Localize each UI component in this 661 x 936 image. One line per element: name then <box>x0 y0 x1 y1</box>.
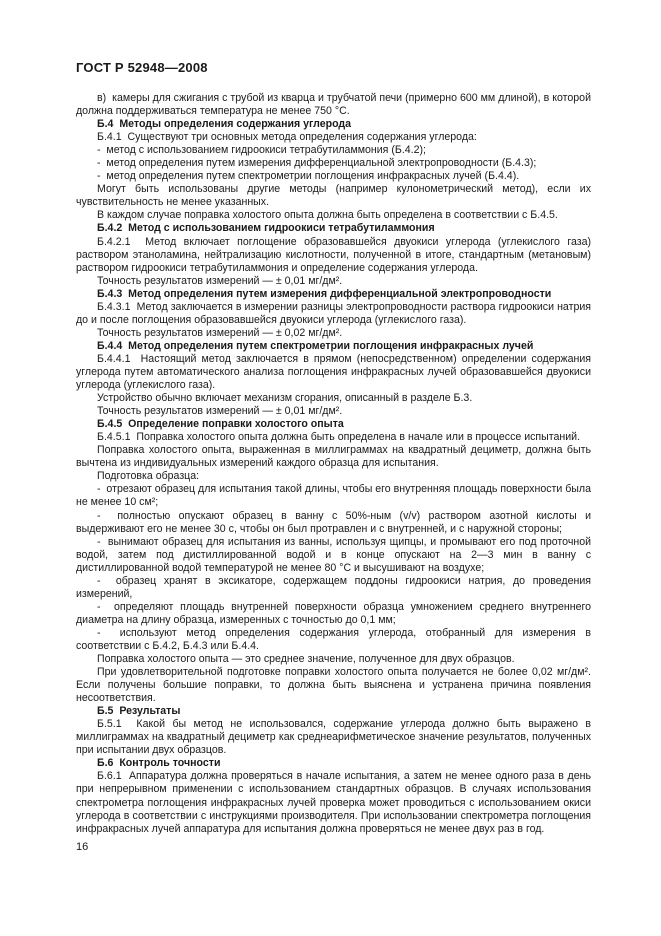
list-item: - используют метод определения содержания углерода, отобранный для измерения в соответствии с Б.4.2, Б.4.3 или Б.4.4. <box>76 626 594 652</box>
list-item: - метод определения путем измерения дифференциальной электропроводности (Б.4.3); <box>97 157 537 170</box>
document-body <box>76 92 594 836</box>
section-heading: Б.5 Результаты <box>97 705 181 718</box>
paragraph: В каждом случае поправка холостого опыта должна быть определена в соответствии с Б.4.5. <box>97 209 558 222</box>
section-heading: Б.4 Методы определения содержания углерода <box>97 118 352 131</box>
section-heading: Б.4.4 Метод определения путем спектрометрии поглощения инфракрасных лучей <box>97 339 534 352</box>
section-heading: Б.6 Контроль точности <box>97 757 221 770</box>
section-heading: Б.4.5 Определение поправки холостого опыта <box>97 418 344 431</box>
paragraph: Точность результатов измерений — ± 0,02 мг/дм². <box>97 326 343 339</box>
paragraph: Б.5.1 Какой бы метод не использовался, содержание углерода должно быть выражено в миллиграммах на квадратный дециметр как среднеарифметическое значение результатов, полученных при испытании двух образцов. <box>76 718 594 757</box>
paragraph: Подготовка образца: <box>97 470 200 483</box>
paragraph: Могут быть использованы другие методы (например кулонометрический метод), если их чувствительность не менее указанных. <box>76 183 594 209</box>
paragraph: Устройство обычно включает механизм сгорания, описанный в разделе Б.3. <box>97 392 473 405</box>
paragraph: Точность результатов измерений — ± 0,01 мг/дм². <box>97 405 343 418</box>
paragraph: Поправка холостого опыта — это среднее значение, полученное для двух образцов. <box>97 653 515 666</box>
document-header: ГОСТ Р 52948—2008 <box>76 60 208 75</box>
paragraph: Точность результатов измерений — ± 0,01 мг/дм². <box>97 274 343 287</box>
paragraph: Б.4.4.1 Настоящий метод заключается в прямом (непосредственном) определении содержания углерода путем автоматического анализа поглощения инфракрасных лучей образовавшейся двуокиси углерода (углекислого газа). <box>76 352 594 392</box>
paragraph: Б.4.3.1 Метод заключается в измерении разницы электропроводности раствора гидроокиси натрия до и после поглощения образовавшейся двуокиси углерода (углекислого газа). <box>76 300 594 326</box>
list-item: - полностью опускают образец в ванну с 50%-ным (v/v) раствором азотной кислоты и выдерживают его не менее 30 с, чтобы он был протравлен и с внутренней, и с наружной стороны; <box>76 509 594 535</box>
list-item: - отрезают образец для испытания такой длины, чтобы его внутренняя площадь поверхности была не менее 10 см²; <box>76 483 594 509</box>
paragraph: Б.4.2.1 Метод включает поглощение образовавшейся двуокиси углерода (углекислого газа) раствором этаноламина, нейтрализацию кислотности, полученной в итоге, стандартным (метановым) раствором гидроокиси тетрабутиламмония и определение содержания углерода. <box>76 235 594 274</box>
list-item: - метод с использованием гидроокиси тетрабутиламмония (Б.4.2); <box>97 144 426 157</box>
paragraph: Б.6.1 Аппаратура должна проверяться в начале испытания, а затем не менее одного раза в день при непрерывном применении с использованием стандартных образцов. В случаях использования спектрометра поглощения инфракрасных лучей проверка может проводиться с использованием окиси углерода в соответствии с инструкциями производителя. При использовании спектрометра поглощения инфракрасных лучей аппаратура для испытания должна проверяться не менее двух раз в год. <box>76 770 594 835</box>
list-item: - вынимают образец для испытания из ванны, используя щипцы, и промывают его под проточной водой, затем под дистиллированной водой и в конце опускают на 2—3 мин в ванну с дистиллированной водой температурой не менее 80 °С и высушивают на воздухе; <box>76 535 594 574</box>
paragraph: Поправка холостого опыта, выраженная в миллиграммах на квадратный дециметр, должна быть вычтена из индивидуальных измерений каждого образца для испытания. <box>76 444 594 470</box>
list-item: - определяют площадь внутренней поверхности образца умножением среднего внутреннего диаметра на длину образца, измеренных с точностью до 0,1 мм; <box>76 600 594 626</box>
paragraph: Б.4.1 Существуют три основных метода определения содержания углерода: <box>97 131 477 144</box>
paragraph: Б.4.5.1 Поправка холостого опыта должна быть определена в начале или в процессе испытаний. <box>97 431 581 444</box>
list-item: - образец хранят в эксикаторе, содержащем поддоны гидроокиси натрия, до проведения измерений, <box>76 574 594 600</box>
paragraph: в) камеры для сжигания с трубой из кварца и трубчатой печи (примерно 600 мм длиной), в которой должна поддерживаться температура не менее 750 °С. <box>76 92 594 118</box>
list-item: - метод определения путем спектрометрии поглощения инфракрасных лучей (Б.4.4). <box>97 170 520 183</box>
paragraph: При удовлетворительной подготовке поправки холостого опыта получается не более 0,02 мг/дм². Если получены большие поправки, то должна быть выяснена и устранена причина появления несоответствия. <box>76 666 594 705</box>
section-heading: Б.4.3 Метод определения путем измерения дифференциальной электропроводности <box>97 287 552 300</box>
page-number: 16 <box>76 841 89 853</box>
section-heading: Б.4.2 Метод с использованием гидроокиси тетрабутиламмония <box>97 222 435 235</box>
